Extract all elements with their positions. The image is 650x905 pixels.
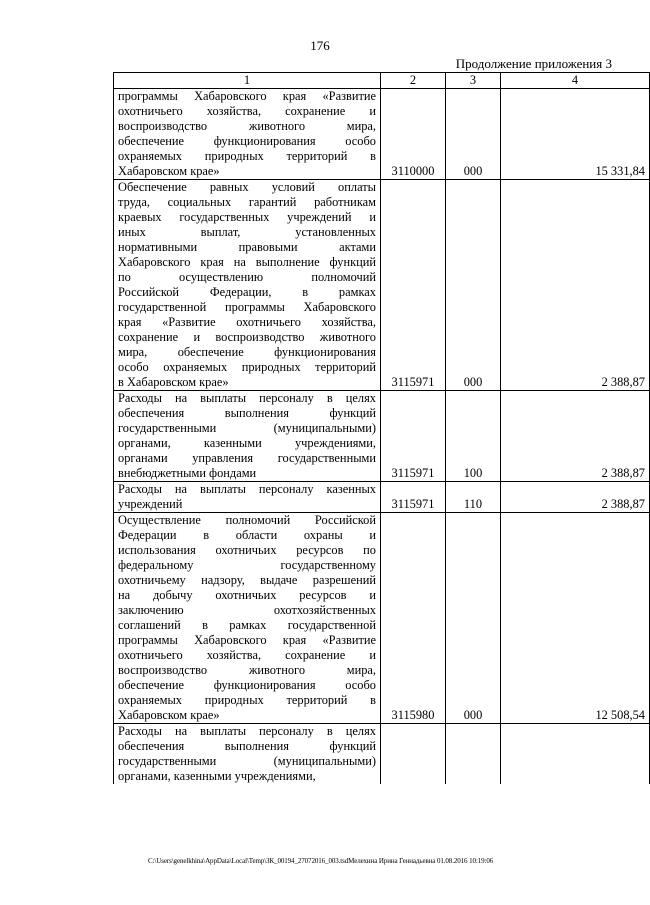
- header-cell-1: 1: [114, 73, 381, 89]
- description-line: охотничьего хозяйства, сохранение и: [118, 104, 376, 118]
- description-line: использования охотничьих ресурсов по: [118, 543, 376, 557]
- description-line: учреждений: [118, 497, 183, 511]
- row-target-code: 3110000: [381, 89, 446, 180]
- row-expense-type: 000: [446, 89, 501, 180]
- description-line: воспроизводство животного мира,: [118, 663, 376, 677]
- description-line: охраняемых природных территорий в: [118, 693, 376, 707]
- row-description: [114, 724, 381, 785]
- description-line: федеральному государственному: [118, 558, 376, 572]
- header-cell-3: 3: [446, 73, 501, 89]
- table-row: [114, 89, 650, 180]
- row-description: [114, 89, 381, 180]
- description-line: охотничьему надзору, выдаче разрешений: [118, 573, 376, 587]
- row-amount: 12 508,54: [501, 513, 650, 724]
- description-line: сохранение и воспроизводство животного: [118, 330, 376, 344]
- row-amount: 2 388,87: [501, 482, 650, 513]
- table-row: [114, 391, 650, 482]
- description-line: Расходы на выплаты персоналу в целях: [118, 724, 376, 738]
- description-line: заключению охотхозяйственных: [118, 603, 376, 617]
- description-line: особо охраняемых природных территорий: [118, 360, 376, 374]
- row-expense-type: 000: [446, 513, 501, 724]
- header-cell-2: 2: [381, 73, 446, 89]
- row-description: [114, 391, 381, 482]
- description-line: государственной программы Хабаровского: [118, 300, 376, 314]
- description-line: Расходы на выплаты персоналу в целях: [118, 391, 376, 405]
- row-amount: 15 331,84: [501, 89, 650, 180]
- description-line: в Хабаровском крае»: [118, 375, 229, 389]
- description-line: Российской Федерации, в рамках: [118, 285, 376, 299]
- description-line: органами, казенными учреждениями,: [118, 436, 376, 450]
- description-line: внебюджетными фондами: [118, 466, 257, 480]
- row-target-code: 3115971: [381, 482, 446, 513]
- description-line: охраняемых природных территорий в: [118, 149, 376, 163]
- description-line: государственными (муниципальными): [118, 421, 376, 435]
- description-line: обеспечения выполнения функций: [118, 739, 376, 753]
- description-line: Осуществление полномочий Российской: [118, 513, 376, 527]
- description-line: программы Хабаровского края «Развитие: [118, 89, 376, 103]
- table-row: [114, 724, 650, 785]
- description-line: мира, обеспечение функционирования: [118, 345, 376, 359]
- description-line: Федерации в области охраны и: [118, 528, 376, 542]
- description-line: нормативными правовыми актами: [118, 240, 376, 254]
- row-expense-type: 110: [446, 482, 501, 513]
- description-line: органами управления государственными: [118, 451, 376, 465]
- row-expense-type: 000: [446, 180, 501, 391]
- description-line: края «Развитие охотничьего хозяйства,: [118, 315, 376, 329]
- row-expense-type: 100: [446, 391, 501, 482]
- description-line: государственными (муниципальными): [118, 754, 376, 768]
- description-line: охотничьего хозяйства, сохранение и: [118, 648, 376, 662]
- row-description: [114, 482, 381, 513]
- description-line: обеспечения выполнения функций: [118, 406, 376, 420]
- description-line: на добычу охотничьих ресурсов и: [118, 588, 376, 602]
- description-line: обеспечение функционирования особо: [118, 678, 376, 692]
- row-amount: 2 388,87: [501, 391, 650, 482]
- header-cell-4: 4: [501, 73, 650, 89]
- table-row: [114, 513, 650, 724]
- description-line: Расходы на выплаты персоналу казенных: [118, 482, 376, 496]
- row-target-code: 3115971: [381, 180, 446, 391]
- row-description: [114, 513, 381, 724]
- row-target-code: 3115971: [381, 391, 446, 482]
- row-target-code: [381, 724, 446, 785]
- description-line: Хабаровском крае»: [118, 164, 220, 178]
- description-line: труда, социальных гарантий работникам: [118, 195, 376, 209]
- description-line: воспроизводство животного мира,: [118, 119, 376, 133]
- page-number: 176: [310, 38, 330, 53]
- document-footer-path: C:\Users\genelkhina\AppData\Local\Temp\ЗК_00194_27072016_003.tsdМелехина Ирина Геннадьевна 01.08.2016 10:19:06: [148, 857, 494, 865]
- description-line: обеспечение функционирования особо: [118, 134, 376, 148]
- description-line: по осуществлению полномочий: [118, 270, 376, 284]
- row-description: [114, 180, 381, 391]
- row-expense-type: [446, 724, 501, 785]
- table-row: [114, 482, 650, 513]
- description-line: органами, казенными учреждениями,: [118, 769, 316, 783]
- budget-table: [113, 72, 650, 784]
- description-line: соглашений в рамках государственной: [118, 618, 376, 632]
- table-header-row: [114, 73, 650, 89]
- description-line: иных выплат, установленных: [118, 225, 376, 239]
- description-line: Обеспечение равных условий оплаты: [118, 180, 376, 194]
- row-amount: 2 388,87: [501, 180, 650, 391]
- description-line: программы Хабаровского края «Развитие: [118, 633, 376, 647]
- description-line: Хабаровском крае»: [118, 708, 220, 722]
- appendix-continuation-label: Продолжение приложения 3: [455, 56, 612, 71]
- description-line: краевых государственных учреждений и: [118, 210, 376, 224]
- row-amount: [501, 724, 650, 785]
- table-row: [114, 180, 650, 391]
- row-target-code: 3115980: [381, 513, 446, 724]
- description-line: Хабаровского края на выполнение функций: [118, 255, 376, 269]
